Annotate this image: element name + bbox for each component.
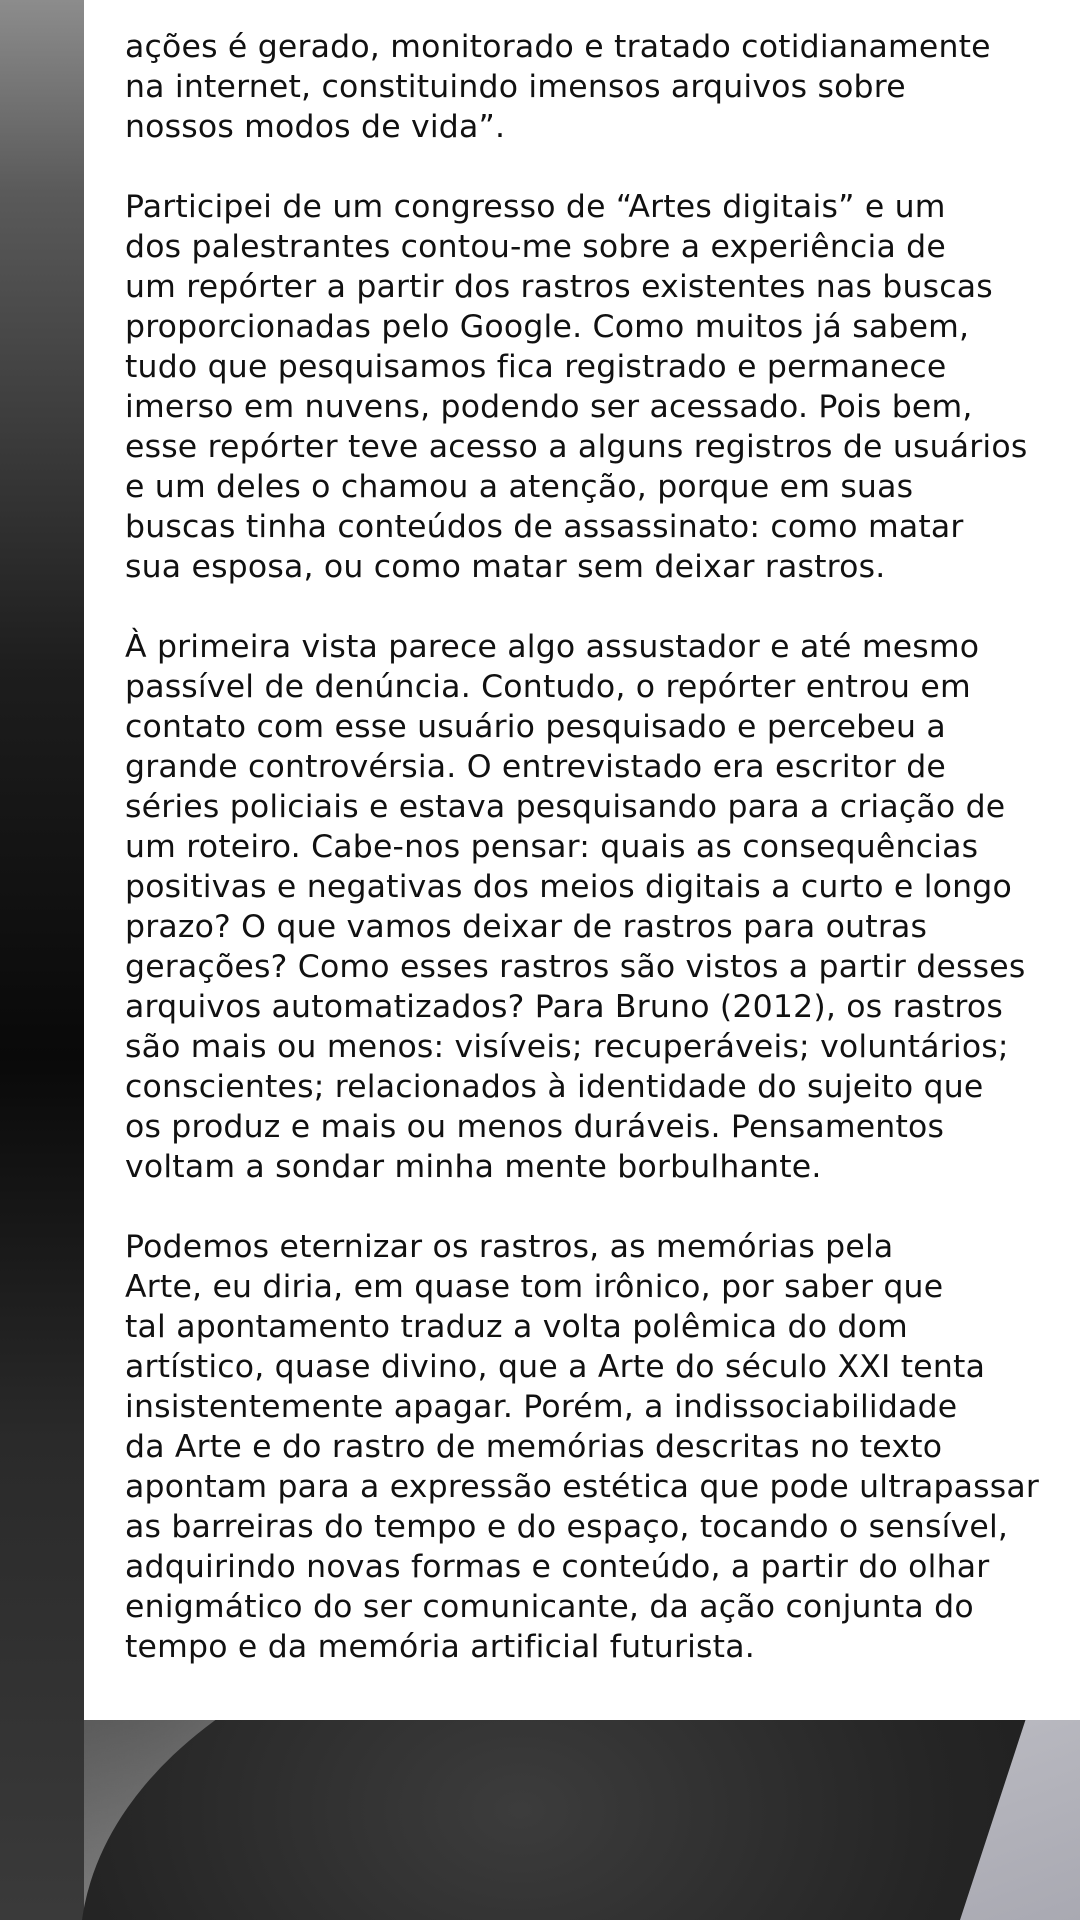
text-line: um roteiro. Cabe-nos pensar: quais as consequências [125,829,979,865]
text-line: da Arte e do rastro de memórias descritas no texto [125,1429,943,1465]
text-line: os produz e mais ou menos duráveis. Pensamentos [125,1109,945,1145]
text-line: conscientes; relacionados à identidade do sujeito que [125,1069,984,1105]
text-line: buscas tinha conteúdos de assassinato: como matar [125,509,964,545]
paragraph-1 [125,27,1050,147]
paragraph-2 [125,187,1050,587]
paragraph-4 [125,1227,1050,1667]
text-line: tudo que pesquisamos fica registrado e permanece [125,349,947,385]
text-line: Participei de um congresso de “Artes digitais” e um [125,189,946,225]
text-line: dos palestrantes contou-me sobre a experiência de [125,229,946,265]
text-line: À primeira vista parece algo assustador e até mesmo [125,629,980,665]
body-text [125,27,1050,1707]
text-line: Podemos eternizar os rastros, as memórias pela [125,1229,894,1265]
text-line: adquirindo novas formas e conteúdo, a partir do olhar [125,1549,990,1585]
text-line: insistentemente apagar. Porém, a indissociabilidade [125,1389,958,1425]
text-line: séries policiais e estava pesquisando para a criação de [125,789,1006,825]
paragraph-3 [125,627,1050,1187]
text-line: artístico, quase divino, que a Arte do século XXI tenta [125,1349,986,1385]
text-line: gerações? Como esses rastros são vistos a partir desses [125,949,1026,985]
text-line: voltam a sondar minha mente borbulhante. [125,1149,822,1185]
text-page [84,0,1080,1720]
text-line: contato com esse usuário pesquisado e percebeu a [125,709,946,745]
text-line: nossos modos de vida”. [125,109,506,145]
text-line: passível de denúncia. Contudo, o repórter entrou em [125,669,971,705]
text-line: grande controvérsia. O entrevistado era escritor de [125,749,947,785]
background-photo-left [0,0,84,1920]
text-line: ações é gerado, monitorado e tratado cotidianamente [125,29,991,65]
text-line: e um deles o chamou a atenção, porque em suas [125,469,914,505]
text-line: enigmático do ser comunicante, da ação conjunta do [125,1589,974,1625]
text-line: positivas e negativas dos meios digitais a curto e longo [125,869,1012,905]
text-line: apontam para a expressão estética que pode ultrapassar [125,1469,1040,1505]
text-line: tempo e da memória artificial futurista. [125,1629,755,1665]
text-line: sua esposa, ou como matar sem deixar rastros. [125,549,886,585]
text-line: esse repórter teve acesso a alguns registros de usuários [125,429,1028,465]
text-line: proporcionadas pelo Google. Como muitos já sabem, [125,309,970,345]
text-line: imerso em nuvens, podendo ser acessado. Pois bem, [125,389,973,425]
text-line: tal apontamento traduz a volta polêmica do dom [125,1309,908,1345]
text-line: um repórter a partir dos rastros existentes nas buscas [125,269,993,305]
text-line: prazo? O que vamos deixar de rastros para outras [125,909,928,945]
text-line: as barreiras do tempo e do espaço, tocando o sensível, [125,1509,1009,1545]
text-line: são mais ou menos: visíveis; recuperáveis; voluntários; [125,1029,1009,1065]
text-line: na internet, constituindo imensos arquivos sobre [125,69,906,105]
text-line: arquivos automatizados? Para Bruno (2012), os rastros [125,989,1003,1025]
text-line: Arte, eu diria, em quase tom irônico, por saber que [125,1269,944,1305]
